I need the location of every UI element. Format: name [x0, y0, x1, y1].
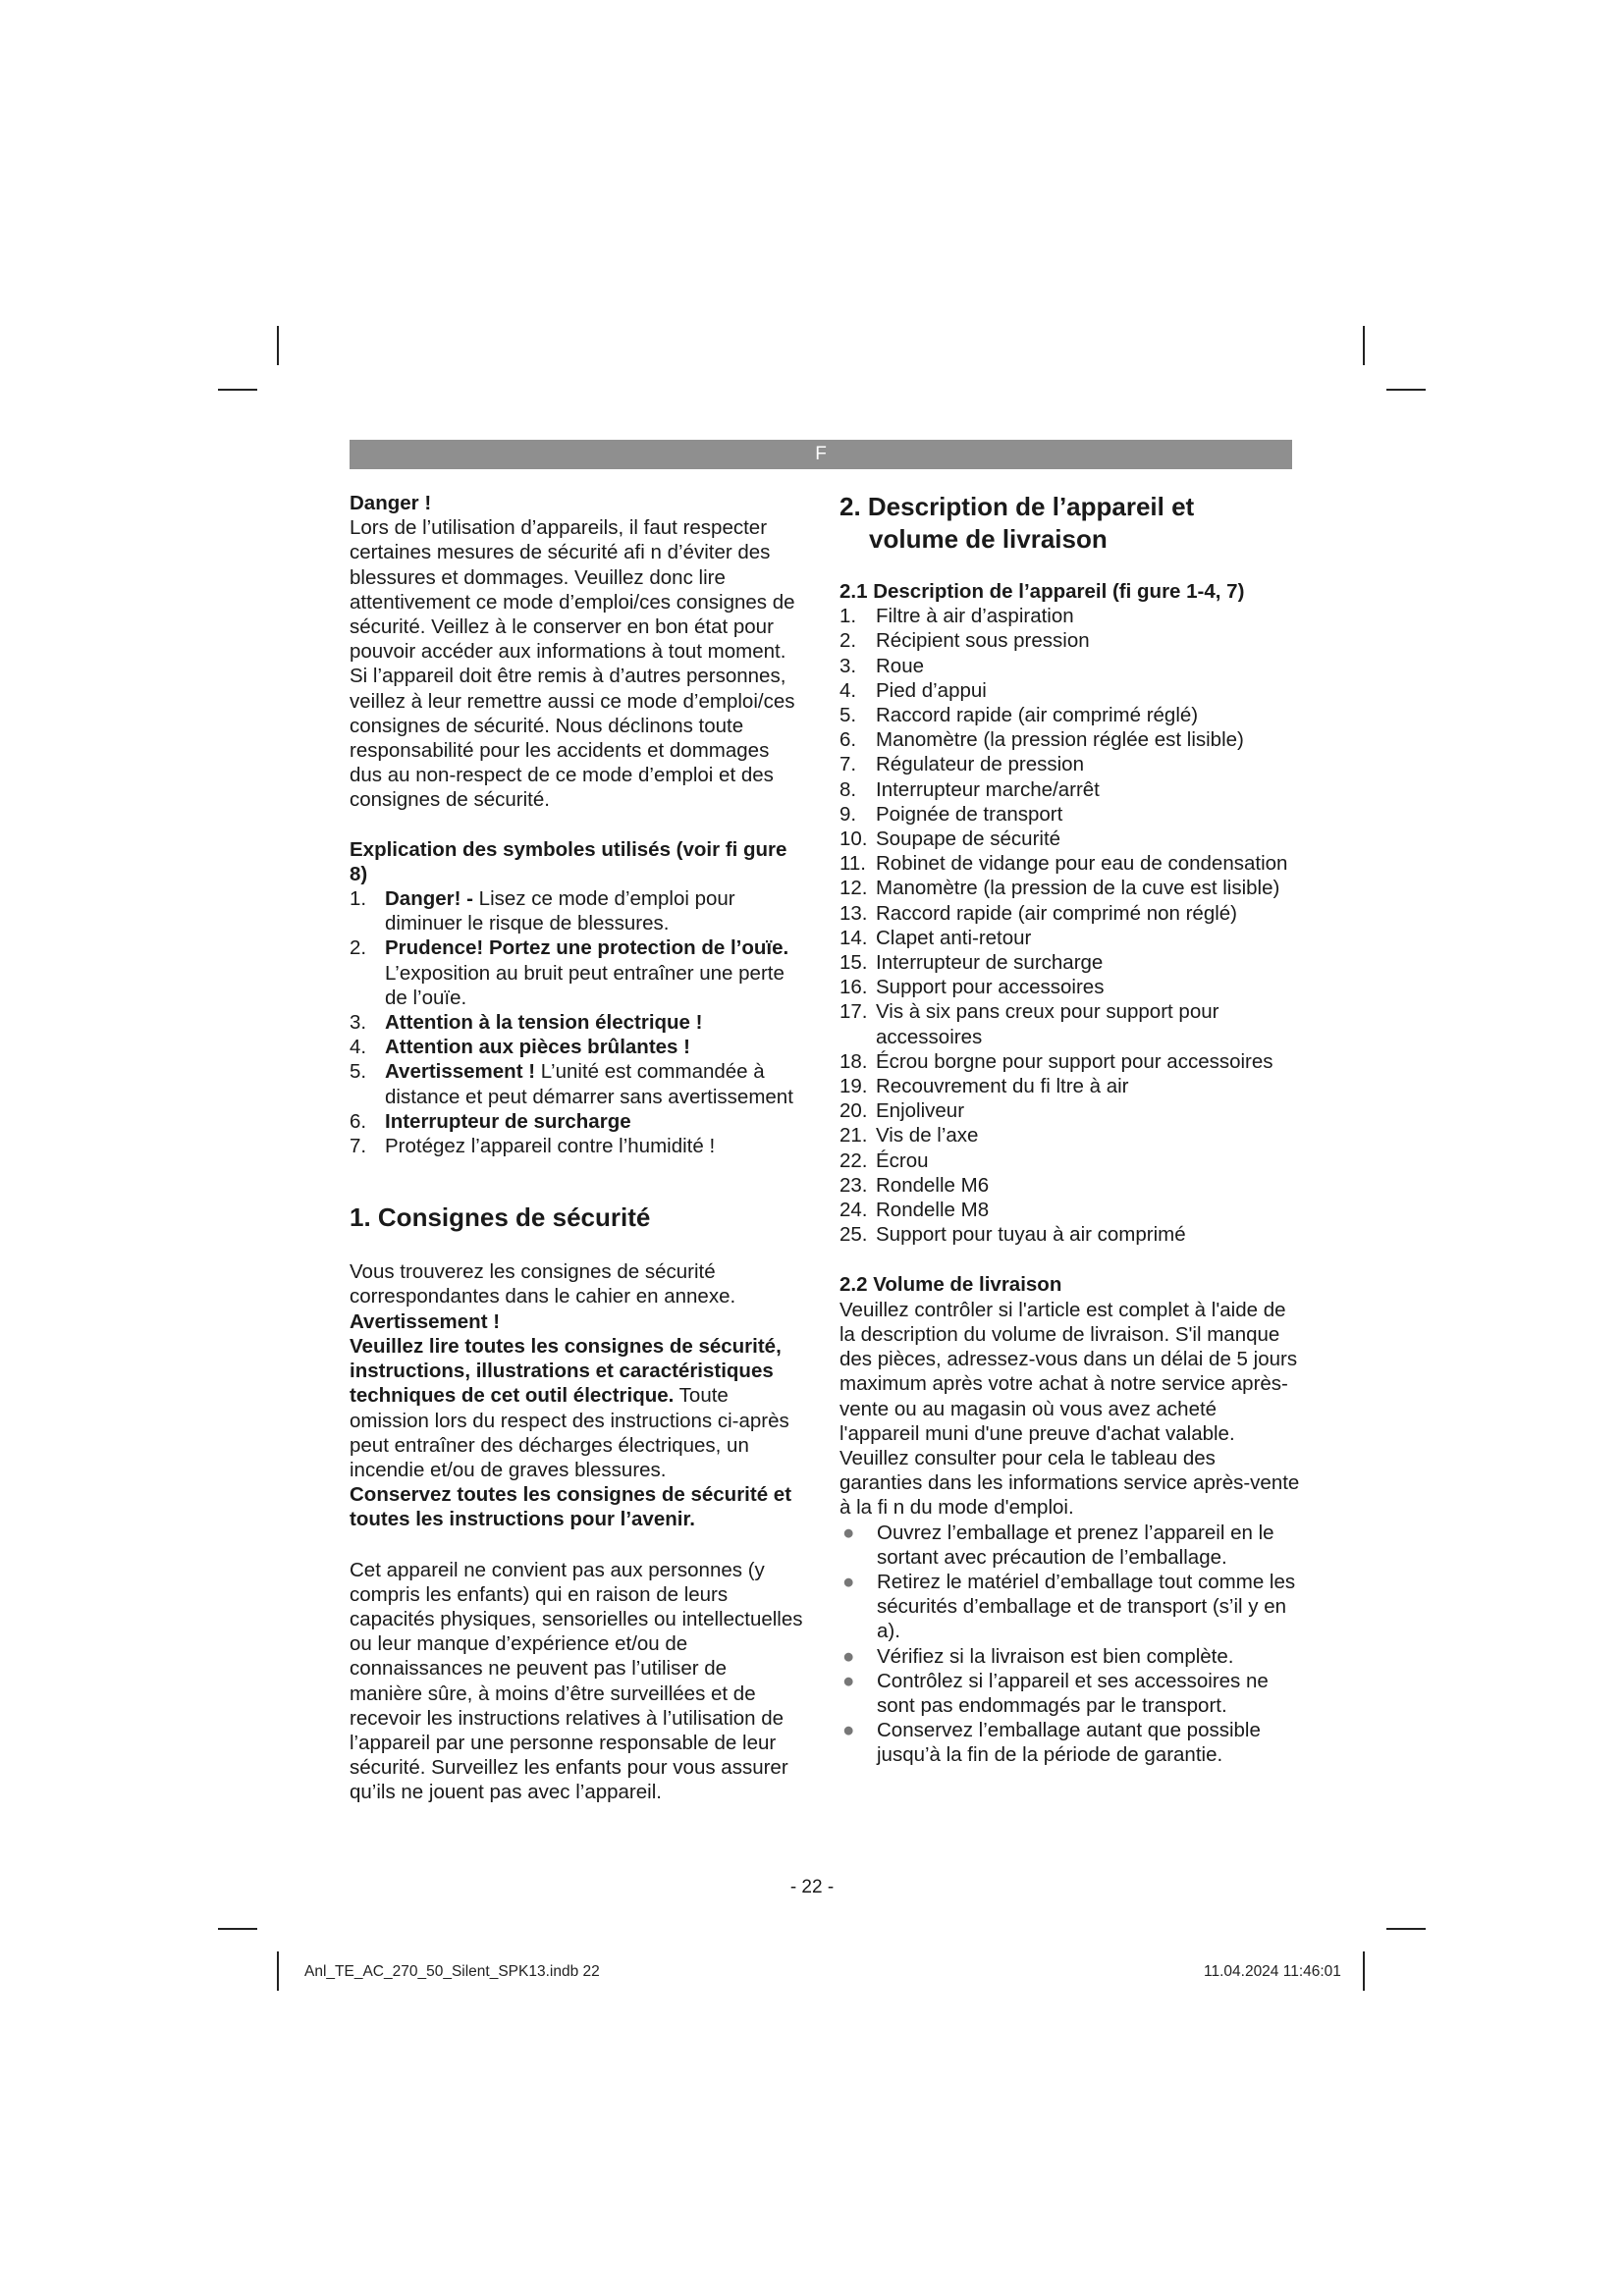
symbols-list — [350, 886, 803, 1158]
crop-mark — [1363, 1951, 1365, 1991]
part-item — [839, 1173, 1301, 1198]
part-number: 10. — [839, 828, 868, 851]
part-item — [839, 999, 1301, 1048]
parts-list — [839, 604, 1301, 1247]
part-label: Interrupteur marche/arrêt — [876, 777, 1100, 801]
part-number: 11. — [839, 852, 866, 876]
part-item — [839, 1222, 1301, 1247]
part-item — [839, 975, 1301, 999]
symbol-bold-text: Interrupteur de surcharge — [385, 1109, 631, 1133]
delivery-bullet-item — [839, 1570, 1301, 1644]
part-label: Rondelle M6 — [876, 1173, 990, 1197]
part-number: 13. — [839, 901, 868, 925]
delivery-bullet-item — [839, 1521, 1301, 1570]
part-item — [839, 1074, 1301, 1098]
part-item — [839, 950, 1301, 975]
section2-title-line2: volume de livraison — [869, 524, 1108, 554]
part-item — [839, 777, 1301, 802]
footer-file: Anl_TE_AC_270_50_Silent_SPK13.indb 22 — [304, 1963, 600, 1980]
symbol-text: Protégez l’appareil contre l’humidité ! — [385, 1135, 716, 1158]
symbol-number: 6. — [350, 1109, 367, 1133]
part-item — [839, 678, 1301, 703]
part-label: Filtre à air d’aspiration — [876, 605, 1074, 628]
symbol-item — [350, 1010, 803, 1035]
part-item — [839, 851, 1301, 876]
part-number: 3. — [839, 654, 857, 677]
danger-title: Danger ! — [350, 492, 432, 514]
s1-bold-2: Conservez toutes les consignes de sécurité et toutes les instructions pour l’avenir. — [350, 1483, 792, 1531]
part-label: Raccord rapide (air comprimé réglé) — [876, 704, 1199, 727]
part-number: 12. — [839, 877, 868, 900]
part-item — [839, 1098, 1301, 1123]
symbol-item — [350, 1109, 803, 1134]
part-label: Robinet de vidange pour eau de condensation — [876, 852, 1288, 876]
right-column — [839, 491, 1301, 1768]
part-number: 25. — [839, 1223, 868, 1247]
s1-warning: Avertissement ! — [350, 1309, 501, 1333]
s1-text-1: Toute omission lors du respect des instructions ci-après peut entraîner des décharges électriques, un incendie et/ou de graves blessures. — [350, 1384, 789, 1481]
bullet-text: Conservez l’emballage autant que possible jusqu’à la fin de la période de garantie. — [877, 1719, 1261, 1767]
part-item — [839, 827, 1301, 851]
part-number: 9. — [839, 802, 857, 826]
symbol-item — [350, 935, 803, 1010]
delivery-bullets — [839, 1521, 1301, 1768]
part-label: Vis de l’axe — [876, 1124, 979, 1148]
bullet-dot-icon: ● — [842, 1719, 855, 1742]
crop-mark — [218, 389, 257, 391]
s1-paragraph-1 — [350, 1334, 803, 1482]
part-label: Écrou — [876, 1148, 929, 1172]
delivery-bullet-item — [839, 1669, 1301, 1718]
part-number: 23. — [839, 1173, 868, 1197]
symbol-item — [350, 1134, 803, 1158]
part-item — [839, 802, 1301, 827]
symbols-title: Explication des symboles utilisés (voir fi gure 8) — [350, 837, 787, 885]
part-number: 20. — [839, 1099, 868, 1123]
bullet-text: Contrôlez si l’appareil et ses accessoires ne sont pas endommagés par le transport. — [877, 1669, 1269, 1717]
part-number: 6. — [839, 728, 857, 752]
crop-mark — [218, 1928, 257, 1930]
delivery-bullet-item — [839, 1718, 1301, 1767]
part-item — [839, 1198, 1301, 1222]
part-item — [839, 604, 1301, 628]
bullet-text: Vérifiez si la livraison est bien complète. — [877, 1644, 1234, 1668]
bullet-text: Retirez le matériel d’emballage tout comme les sécurités d’emballage et de transport (s’il y en a). — [877, 1570, 1296, 1643]
s1-bold-1: Veuillez lire toutes les consignes de sécurité, instructions, illustrations et caractéristiques techniques de cet outil électrique. — [350, 1334, 782, 1408]
section2-title-line1: 2. Description de l’appareil et — [839, 492, 1195, 521]
page-number: - 22 - — [789, 1877, 835, 1897]
footer-timestamp: 11.04.2024 11:46:01 — [1204, 1963, 1341, 1980]
s1-intro: Vous trouverez les consignes de sécurité correspondantes dans le cahier en annexe. — [350, 1260, 736, 1308]
part-number: 1. — [839, 605, 857, 628]
part-item — [839, 876, 1301, 900]
symbol-number: 3. — [350, 1011, 367, 1035]
bullet-dot-icon: ● — [842, 1669, 855, 1692]
symbol-item — [350, 886, 803, 935]
language-label: F — [815, 444, 827, 464]
part-number: 18. — [839, 1049, 868, 1073]
part-label: Support pour tuyau à air comprimé — [876, 1223, 1186, 1247]
part-number: 2. — [839, 629, 857, 653]
part-label: Pied d’appui — [876, 678, 987, 702]
sub22-title: 2.2 Volume de livraison — [839, 1273, 1062, 1297]
part-label: Support pour accessoires — [876, 976, 1105, 999]
crop-mark — [1363, 326, 1365, 365]
symbol-number: 4. — [350, 1036, 367, 1059]
symbol-text: L’exposition au bruit peut entraîner une perte de l’ouïe. — [385, 961, 785, 1009]
symbol-bold-text: Prudence! Portez une protection de l’ouïe. — [385, 936, 789, 960]
part-label: Rondelle M8 — [876, 1199, 990, 1222]
part-number: 17. — [839, 1000, 868, 1024]
symbol-bold-text: Attention à la tension électrique ! — [385, 1011, 703, 1035]
part-label: Récipient sous pression — [876, 629, 1090, 653]
symbol-bold-text: Avertissement ! — [385, 1060, 536, 1084]
part-label: Clapet anti-retour — [876, 926, 1032, 949]
part-label: Recouvrement du fi ltre à air — [876, 1075, 1129, 1098]
crop-mark — [1386, 1928, 1426, 1930]
part-item — [839, 926, 1301, 950]
part-label: Manomètre (la pression de la cuve est lisible) — [876, 877, 1280, 900]
part-item — [839, 727, 1301, 752]
part-number: 5. — [839, 704, 857, 727]
bullet-text: Ouvrez l’emballage et prenez l’appareil en le sortant avec précaution de l’emballage. — [877, 1521, 1274, 1569]
part-label: Poignée de transport — [876, 802, 1063, 826]
part-item — [839, 628, 1301, 653]
part-label: Soupape de sécurité — [876, 828, 1061, 851]
part-number: 21. — [839, 1124, 868, 1148]
bullet-dot-icon: ● — [842, 1570, 855, 1593]
left-column — [350, 491, 803, 1805]
symbol-bold-text: Danger! - — [385, 887, 473, 911]
part-number: 15. — [839, 951, 868, 975]
symbol-text: L’unité est commandée à distance et peut démarrer sans avertissement — [385, 1060, 793, 1108]
part-label: Manomètre (la pression réglée est lisible) — [876, 728, 1244, 752]
part-item — [839, 703, 1301, 727]
part-number: 4. — [839, 678, 857, 702]
sub21-title: 2.1 Description de l’appareil (fi gure 1-4, 7) — [839, 580, 1245, 603]
part-label: Écrou borgne pour support pour accessoires — [876, 1049, 1273, 1073]
sub22-body: Veuillez contrôler si l'article est complet à l'aide de la description du volume de livraison. S'il manque des pièces, adressez-vous dans un délai de 5 jours maximum après votre achat à notre service après-vente ou au magasin où vous avez acheté l'appareil muni d'une preuve d'achat valable. Veuillez consulter pour cela le tableau des garanties dans les informations service après-vente à la fi n du mode d'emploi. — [839, 1298, 1300, 1520]
part-item — [839, 1148, 1301, 1173]
symbol-number: 7. — [350, 1135, 367, 1158]
symbol-bold-text: Attention aux pièces brûlantes ! — [385, 1036, 690, 1059]
part-item — [839, 752, 1301, 776]
part-number: 8. — [839, 777, 857, 801]
part-item — [839, 1049, 1301, 1074]
part-item — [839, 1123, 1301, 1148]
crop-mark — [277, 1951, 279, 1991]
part-item — [839, 901, 1301, 926]
symbol-item — [350, 1035, 803, 1059]
symbol-text: Lisez ce mode d’emploi pour diminuer le risque de blessures. — [385, 887, 735, 935]
part-number: 16. — [839, 976, 868, 999]
part-number: 14. — [839, 926, 868, 949]
symbol-number: 1. — [350, 887, 367, 911]
language-header-bar — [350, 440, 1292, 469]
section1-title: 1. Consignes de sécurité — [350, 1202, 651, 1233]
part-item — [839, 654, 1301, 678]
symbol-number: 5. — [350, 1060, 367, 1084]
bullet-dot-icon: ● — [842, 1521, 855, 1544]
part-label: Raccord rapide (air comprimé non réglé) — [876, 901, 1238, 925]
part-label: Régulateur de pression — [876, 753, 1084, 776]
symbol-number: 2. — [350, 936, 367, 960]
part-number: 22. — [839, 1148, 868, 1172]
part-label: Roue — [876, 654, 925, 677]
crop-mark — [1386, 389, 1426, 391]
bullet-dot-icon: ● — [842, 1644, 855, 1668]
part-number: 24. — [839, 1199, 868, 1222]
crop-mark — [277, 326, 279, 365]
symbol-item — [350, 1059, 803, 1108]
part-number: 7. — [839, 753, 857, 776]
part-label: Interrupteur de surcharge — [876, 951, 1104, 975]
danger-body: Lors de l’utilisation d’appareils, il faut respecter certaines mesures de sécurité afi n d’éviter des blessures et dommages. Veuillez donc lire attentivement ce mode d’emploi/ces consignes de sécurité. Veillez à le conserver en bon état pour pouvoir accéder aux informations à tout moment. Si l’appareil doit être remis à d’autres personnes, veillez à leur remettre aussi ce mode d’emploi/ces consignes de sécurité. Nous déclinons toute responsabilité pour les accidents et dommages dus au non-respect de ce mode d’emploi et des consignes de sécurité. — [350, 516, 795, 812]
part-label: Enjoliveur — [876, 1099, 965, 1123]
s1-paragraph-2: Cet appareil ne convient pas aux personnes (y compris les enfants) qui en raison de leurs capacités physiques, sensorielles ou intellectuelles ou leur manque d’expérience et/ou de connaissances ne peuvent pas l’utiliser de manière sûre, à moins d’être surveillées et de recevoir les instructions relatives à l’utilisation de l’appareil par une personne responsable de leur sécurité. Surveillez les enfants pour vous assurer qu’ils ne jouent pas avec l’appareil. — [350, 1558, 803, 1804]
delivery-bullet-item — [839, 1644, 1301, 1669]
part-label: Vis à six pans creux pour support pour accessoires — [876, 1000, 1219, 1048]
part-number: 19. — [839, 1075, 868, 1098]
